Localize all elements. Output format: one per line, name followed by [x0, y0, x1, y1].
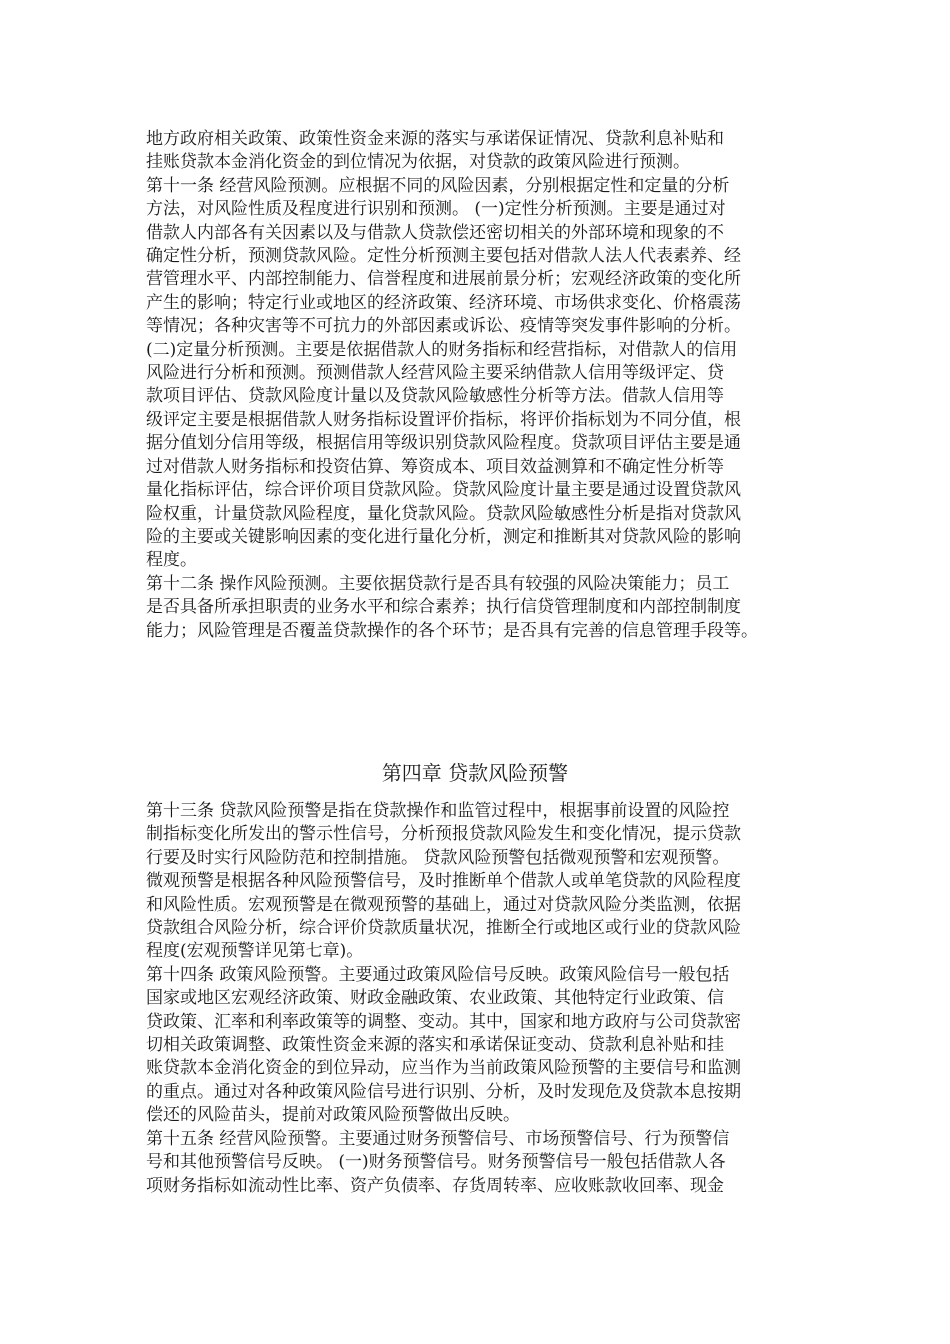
text-line: 等情况；各种灾害等不可抗力的外部因素或诉讼、疫情等突发事件影响的分析。 [146, 316, 741, 337]
text-line: 第十四条 政策风险预警。主要通过政策风险信号反映。政策风险信号一般包括 [146, 964, 730, 985]
text-line: 的重点。通过对各种政策风险信号进行识别、分析，及时发现危及贷款本息按期 [146, 1081, 741, 1102]
text-line: 微观预警是根据各种风险预警信号，及时推断单个借款人或单笔贷款的风险程度 [146, 871, 741, 892]
text-line: 切相关政策调整、政策性资金来源的落实和承诺保证变动、贷款利息补贴和挂 [146, 1035, 724, 1056]
text-line: 量化指标评估，综合评价项目贷款风险。贷款风险度计量主要是通过设置贷款风 [146, 480, 741, 501]
text-line: 确定性分析，预测贷款风险。定性分析预测主要包括对借款人法人代表素养、经 [146, 246, 741, 267]
text-line: 号和其他预警信号反映。 (一)财务预警信号。财务预警信号一般包括借款人各 [146, 1152, 726, 1173]
text-line: 款项目评估、贷款风险度计量以及贷款风险敏感性分析等方法。借款人信用等 [146, 386, 724, 407]
text-line: 行要及时实行风险防范和控制措施。 贷款风险预警包括微观预警和宏观预警。 [146, 847, 730, 868]
text-line: 过对借款人财务指标和投资估算、筹资成本、项目效益测算和不确定性分析等 [146, 456, 724, 477]
text-line: 级评定主要是根据借款人财务指标设置评价指标，将评价指标划为不同分值，根 [146, 409, 741, 430]
text-line: 程度。 [146, 550, 197, 571]
body-text-top [146, 128, 814, 643]
text-line: 挂账贷款本金消化资金的到位情况为依据，对贷款的政策风险进行预测。 [146, 152, 690, 173]
text-line: 程度(宏观预警详见第七章)。 [146, 941, 364, 962]
text-line: 贷款组合风险分析，综合评价贷款质量状况，推断全行或地区或行业的贷款风险 [146, 918, 741, 939]
body-text-bottom [146, 800, 814, 1198]
text-line: 是否具备所承担职责的业务水平和综合素养；执行信贷管理制度和内部控制制度 [146, 597, 741, 618]
text-line: 偿还的风险苗头，提前对政策风险预警做出反映。 [146, 1105, 520, 1126]
text-line: 方法，对风险性质及程度进行识别和预测。 (一)定性分析预测。主要是通过对 [146, 199, 726, 220]
text-line: 第十一条 经营风险预测。应根据不同的风险因素，分别根据定性和定量的分析 [146, 175, 730, 196]
text-line: 地方政府相关政策、政策性资金来源的落实与承诺保证情况、贷款利息补贴和 [146, 129, 724, 149]
text-line: 第十五条 经营风险预警。主要通过财务预警信号、市场预警信号、行为预警信 [146, 1128, 730, 1149]
text-line: 第十三条 贷款风险预警是指在贷款操作和监管过程中，根据事前设置的风险控 [146, 801, 730, 821]
text-line: 能力；风险管理是否覆盖贷款操作的各个环节；是否具有完善的信息管理手段等。 [146, 620, 758, 641]
text-line: 第十二条 操作风险预测。主要依据贷款行是否具有较强的风险决策能力；员工 [146, 573, 730, 594]
text-line: 据分值划分信用等级，根据信用等级识别贷款风险程度。贷款项目评估主要是通 [146, 433, 741, 454]
text-line: 险的主要或关键影响因素的变化进行量化分析，测定和推断其对贷款风险的影响 [146, 526, 741, 547]
text-line: 借款人内部各有关因素以及与借款人贷款偿还密切相关的外部环境和现象的不 [146, 222, 724, 243]
text-line: 项财务指标如流动性比率、资产负债率、存货周转率、应收账款收回率、现金 [146, 1175, 724, 1196]
chapter-title: 第四章 贷款风险预警 [381, 761, 569, 785]
text-line: 和风险性质。宏观预警是在微观预警的基础上，通过对贷款风险分类监测，依据 [146, 894, 741, 915]
text-line: 贷政策、汇率和利率政策等的调整、变动。其中，国家和地方政府与公司贷款密 [146, 1011, 741, 1032]
text-line: 风险进行分析和预测。预测借款人经营风险主要采纳借款人信用等级评定、贷 [146, 363, 724, 384]
text-line: 国家或地区宏观经济政策、财政金融政策、农业政策、其他特定行业政策、信 [146, 988, 724, 1009]
text-line: (二)定量分析预测。主要是依据借款人的财务指标和经营指标，对借款人的信用 [146, 339, 738, 360]
text-line: 账贷款本金消化资金的到位异动，应当作为当前政策风险预警的主要信号和监测 [146, 1058, 741, 1079]
text-line: 制指标变化所发出的警示性信号，分析预报贷款风险发生和变化情况，提示贷款 [146, 824, 741, 845]
text-line: 险权重，计量贷款风险程度，量化贷款风险。贷款风险敏感性分析是指对贷款风 [146, 503, 741, 524]
text-line: 产生的影响；特定行业或地区的经济政策、经济环境、市场供求变化、价格震荡 [146, 292, 741, 313]
text-line: 营管理水平、内部控制能力、信誉程度和进展前景分析；宏观经济政策的变化所 [146, 269, 741, 290]
